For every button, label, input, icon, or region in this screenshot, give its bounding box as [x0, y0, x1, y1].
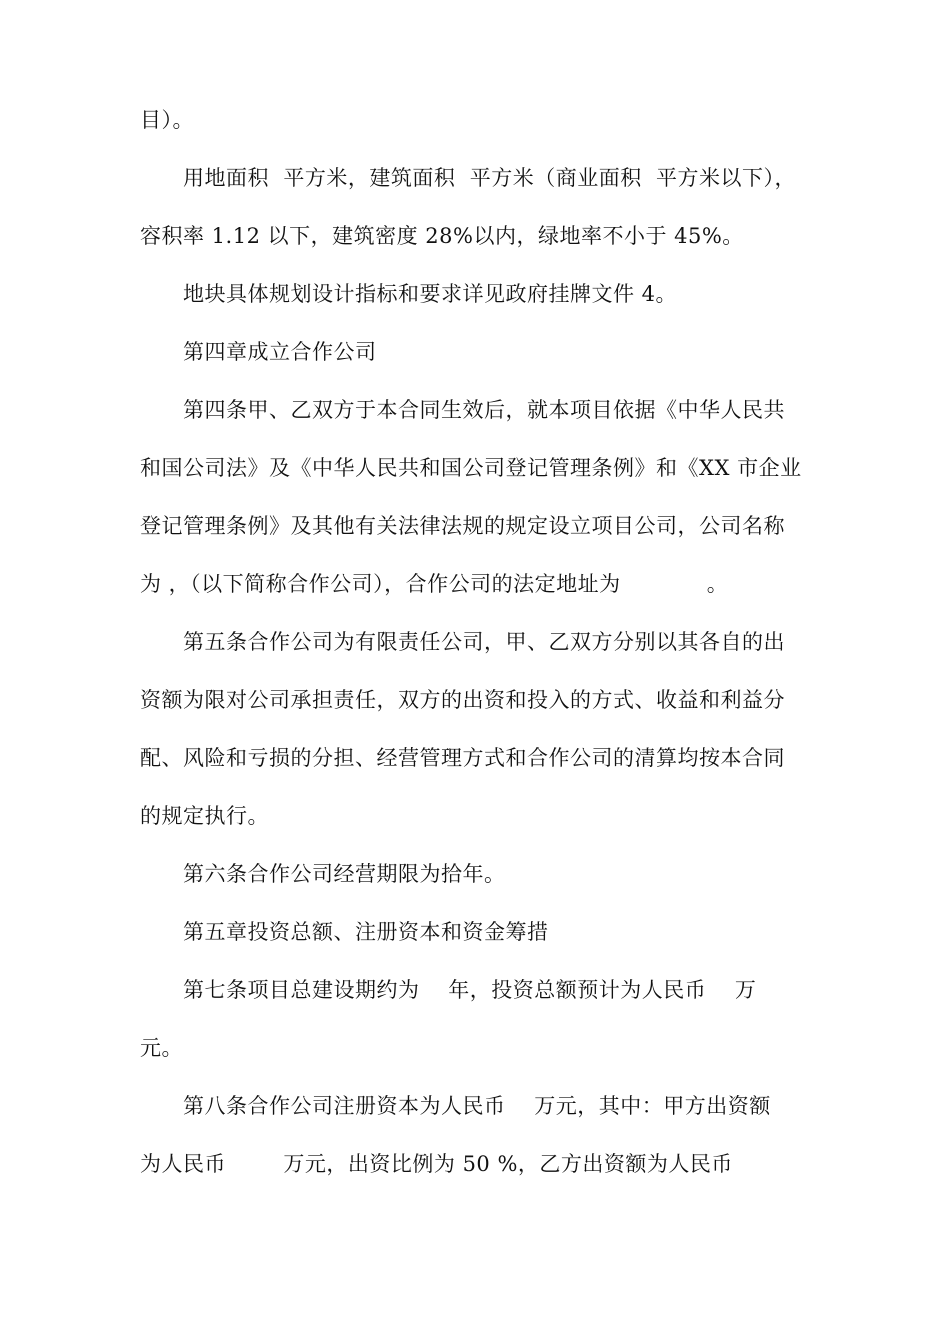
text-line: 登记管理条例》及其他有关法律法规的规定设立项目公司，公司名称	[140, 514, 785, 538]
text-line: 元。	[140, 1036, 183, 1060]
chapter-heading: 第五章投资总额、注册资本和资金筹措	[183, 920, 549, 944]
text-line: 第七条项目总建设期约为 年，投资总额预计为人民币 万	[183, 978, 757, 1002]
text-line: 的规定执行。	[140, 804, 269, 828]
text-line: 配、风险和亏损的分担、经营管理方式和合作公司的清算均按本合同	[140, 746, 785, 770]
text-line: 第六条合作公司经营期限为拾年。	[183, 862, 506, 886]
text-line: 为人民币 万元，出资比例为 50 %，乙方出资额为人民币	[140, 1152, 733, 1176]
text-line: 第四条甲、乙双方于本合同生效后，就本项目依据《中华人民共	[183, 398, 785, 422]
text-line: 容积率 1.12 以下，建筑密度 28%以内，绿地率不小于 45%。	[140, 224, 744, 248]
text-line: 用地面积 平方米，建筑面积 平方米（商业面积 平方米以下），	[183, 166, 797, 190]
text-line: 资额为限对公司承担责任，双方的出资和投入的方式、收益和利益分	[140, 688, 785, 712]
text-line: 和国公司法》及《中华人民共和国公司登记管理条例》和《XX 市企业	[140, 456, 802, 480]
text-line: 地块具体规划设计指标和要求详见政府挂牌文件 4。	[183, 282, 678, 306]
text-line: 为 ，（以下简称合作公司），合作公司的法定地址为 。	[140, 572, 729, 596]
text-line: 第五条合作公司为有限责任公司，甲、乙双方分别以其各自的出	[183, 630, 785, 654]
chapter-heading: 第四章成立合作公司	[183, 340, 377, 364]
text-line: 目）。	[140, 108, 194, 132]
text-line: 第八条合作公司注册资本为人民币 万元，其中：甲方出资额	[183, 1094, 771, 1118]
